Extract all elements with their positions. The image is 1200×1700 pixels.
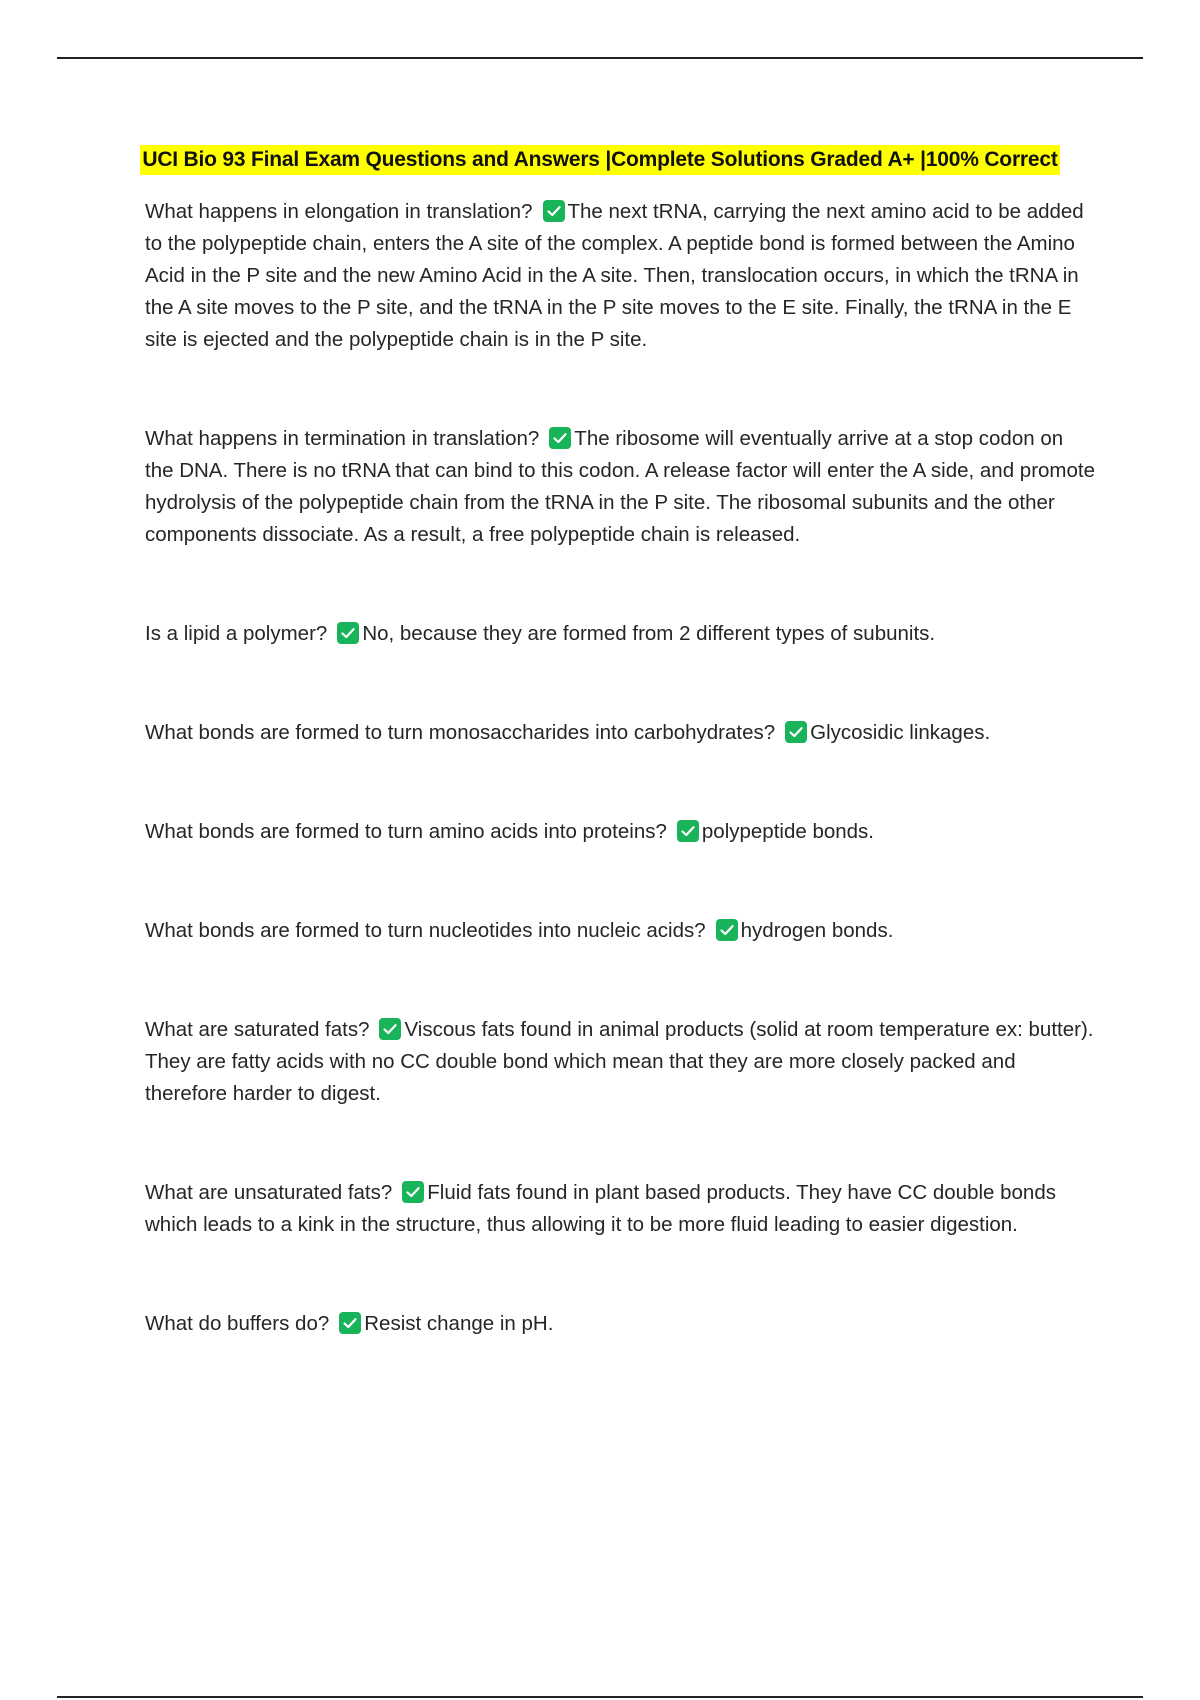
question-text: What are saturated fats? bbox=[145, 1018, 370, 1041]
qa-item-termination bbox=[145, 423, 1095, 551]
answer-text: hydrogen bonds. bbox=[740, 919, 894, 942]
qa-item-buffers bbox=[145, 1308, 1095, 1340]
check-mark-icon bbox=[785, 721, 807, 743]
check-mark-icon bbox=[549, 427, 571, 449]
answer-text: Fluid fats found in plant based products. They have CC double bonds which leads to a kink in the structure, thus allowing it to be more fluid leading to easier digestion. bbox=[145, 1181, 1056, 1236]
question-text: What happens in termination in translation? bbox=[145, 427, 540, 450]
check-mark-icon bbox=[402, 1181, 424, 1203]
answer-text: Viscous fats found in animal products (solid at room temperature ex: butter). They are fatty acids with no CC double bond which mean that they are more closely packed and therefore harder to digest. bbox=[145, 1018, 1094, 1105]
title-block bbox=[0, 145, 1200, 175]
qa-list bbox=[145, 196, 1095, 1340]
check-mark-icon bbox=[543, 200, 565, 222]
check-mark-icon bbox=[379, 1018, 401, 1040]
qa-item-amino-acids bbox=[145, 816, 1095, 848]
check-mark-icon bbox=[677, 820, 699, 842]
answer-text: The ribosome will eventually arrive at a stop codon on the DNA. There is no tRNA that can bind to this codon. A release factor will enter the A side, and promote hydrolysis of the polypeptide chain from the tRNA in the P site. The ribosomal subunits and the other components dissociate. As a result, a free polypeptide chain is released. bbox=[145, 427, 1095, 546]
question-text: What bonds are formed to turn amino acids into proteins? bbox=[145, 820, 667, 843]
question-text: Is a lipid a polymer? bbox=[145, 622, 328, 645]
question-text: What do buffers do? bbox=[145, 1312, 330, 1335]
qa-item-nucleotides bbox=[145, 915, 1095, 947]
answer-text: polypeptide bonds. bbox=[701, 820, 874, 843]
question-text: What happens in elongation in translation? bbox=[145, 200, 533, 223]
document-title: UCI Bio 93 Final Exam Questions and Answers |Complete Solutions Graded A+ |100% Correct bbox=[140, 145, 1059, 175]
check-mark-icon bbox=[339, 1312, 361, 1334]
answer-text: Glycosidic linkages. bbox=[810, 721, 991, 744]
qa-item-lipid-polymer bbox=[145, 618, 1095, 650]
answer-text: No, because they are formed from 2 different types of subunits. bbox=[362, 622, 936, 645]
question-text: What are unsaturated fats? bbox=[145, 1181, 393, 1204]
answer-text: Resist change in pH. bbox=[364, 1312, 554, 1335]
check-mark-icon bbox=[716, 919, 738, 941]
question-text: What bonds are formed to turn nucleotides into nucleic acids? bbox=[145, 919, 706, 942]
qa-item-unsaturated-fats bbox=[145, 1177, 1095, 1241]
qa-item-elongation bbox=[145, 196, 1095, 356]
question-text: What bonds are formed to turn monosaccharides into carbohydrates? bbox=[145, 721, 776, 744]
qa-item-saturated-fats bbox=[145, 1014, 1095, 1110]
footer-rule bbox=[57, 1696, 1143, 1698]
qa-item-monosaccharides bbox=[145, 717, 1095, 749]
check-mark-icon bbox=[337, 622, 359, 644]
answer-text: The next tRNA, carrying the next amino acid to be added to the polypeptide chain, enters the A site of the complex. A peptide bond is formed between the Amino Acid in the P site and the new Amino Acid in the A site. Then, translocation occurs, in which the tRNA in the A site moves to the P site, and the tRNA in the P site moves to the E site. Finally, the tRNA in the E site is ejected and the polypeptide chain is in the P site. bbox=[145, 200, 1084, 351]
header-rule bbox=[57, 57, 1143, 59]
